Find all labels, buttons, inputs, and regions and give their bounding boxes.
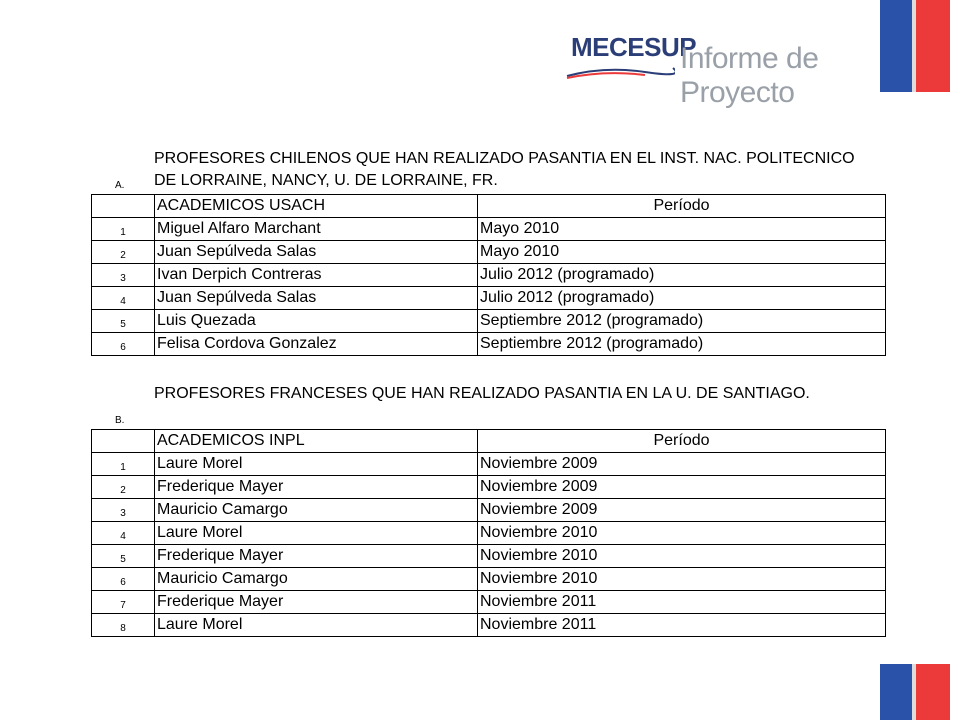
table-row (92, 264, 886, 287)
table-row (92, 333, 886, 356)
section-a-heading (91, 148, 886, 194)
header-period-cell: Período (478, 195, 886, 218)
row-number: 5 (92, 310, 155, 333)
academic-name: Luis Quezada (155, 310, 478, 333)
section-a-letter: A. (115, 180, 125, 191)
period: Noviembre 2009 (478, 499, 886, 522)
table-row (92, 218, 886, 241)
table-row (92, 568, 886, 591)
period: Julio 2012 (programado) (478, 264, 886, 287)
row-number: 3 (92, 499, 155, 522)
period: Noviembre 2009 (478, 476, 886, 499)
table-row (92, 287, 886, 310)
flag-decoration-bottom (880, 664, 950, 720)
period: Julio 2012 (programado) (478, 287, 886, 310)
section-b-heading (91, 383, 886, 429)
row-number: 4 (92, 287, 155, 310)
section-b-letter: B. (115, 415, 125, 426)
flag-decoration-top (880, 0, 950, 92)
section-a-title: PROFESORES CHILENOS QUE HAN REALIZADO PASANTIA EN EL INST. NAC. POLITECNICO DE LORRAINE, NANCY, U. DE LORRAINE, FR. (154, 150, 855, 189)
period: Septiembre 2012 (programado) (478, 333, 886, 356)
table-row (92, 591, 886, 614)
academic-name: Juan Sepúlveda Salas (155, 241, 478, 264)
period: Septiembre 2012 (programado) (478, 310, 886, 333)
academic-name: Miguel Alfaro Marchant (155, 218, 478, 241)
section-b (91, 383, 886, 637)
table-row (92, 614, 886, 637)
academic-name: Laure Morel (155, 614, 478, 637)
table-row (92, 453, 886, 476)
logo-brand: MECESUP (571, 32, 697, 62)
row-number: 7 (92, 591, 155, 614)
period: Noviembre 2011 (478, 591, 886, 614)
academic-name: Mauricio Camargo (155, 568, 478, 591)
mecesup-logo (565, 24, 865, 109)
academic-name: Ivan Derpich Contreras (155, 264, 478, 287)
row-number: 6 (92, 333, 155, 356)
header-period-cell: Período (478, 430, 886, 453)
section-b-title: PROFESORES FRANCESES QUE HAN REALIZADO PASANTIA EN LA U. DE SANTIAGO. (154, 385, 810, 402)
period: Noviembre 2011 (478, 614, 886, 637)
row-number: 4 (92, 522, 155, 545)
table-row (92, 310, 886, 333)
period: Noviembre 2009 (478, 453, 886, 476)
period: Noviembre 2010 (478, 545, 886, 568)
period: Noviembre 2010 (478, 522, 886, 545)
academic-name: Juan Sepúlveda Salas (155, 287, 478, 310)
academic-name: Frederique Mayer (155, 591, 478, 614)
academic-name: Laure Morel (155, 453, 478, 476)
table-row (92, 476, 886, 499)
row-number: 6 (92, 568, 155, 591)
table-row (92, 545, 886, 568)
section-a (91, 148, 886, 356)
header-name-cell: ACADEMICOS INPL (155, 430, 478, 453)
row-number: 2 (92, 476, 155, 499)
header-number-cell (92, 430, 155, 453)
logo-subtitle: Informe de Proyecto (680, 42, 819, 109)
table-row (92, 499, 886, 522)
period: Mayo 2010 (478, 241, 886, 264)
period: Mayo 2010 (478, 218, 886, 241)
logo-swoosh-icon (565, 64, 675, 80)
header-name-cell: ACADEMICOS USACH (155, 195, 478, 218)
row-number: 5 (92, 545, 155, 568)
header-number-cell (92, 195, 155, 218)
academic-name: Laure Morel (155, 522, 478, 545)
academic-name: Felisa Cordova Gonzalez (155, 333, 478, 356)
table-row (92, 241, 886, 264)
table-row (92, 522, 886, 545)
table-header-row (92, 195, 886, 218)
table-header-row (92, 430, 886, 453)
period: Noviembre 2010 (478, 568, 886, 591)
row-number: 8 (92, 614, 155, 637)
table-academicos-usach (91, 194, 886, 356)
table-academicos-inpl (91, 429, 886, 637)
row-number: 1 (92, 218, 155, 241)
row-number: 2 (92, 241, 155, 264)
academic-name: Mauricio Camargo (155, 499, 478, 522)
row-number: 1 (92, 453, 155, 476)
academic-name: Frederique Mayer (155, 476, 478, 499)
row-number: 3 (92, 264, 155, 287)
academic-name: Frederique Mayer (155, 545, 478, 568)
